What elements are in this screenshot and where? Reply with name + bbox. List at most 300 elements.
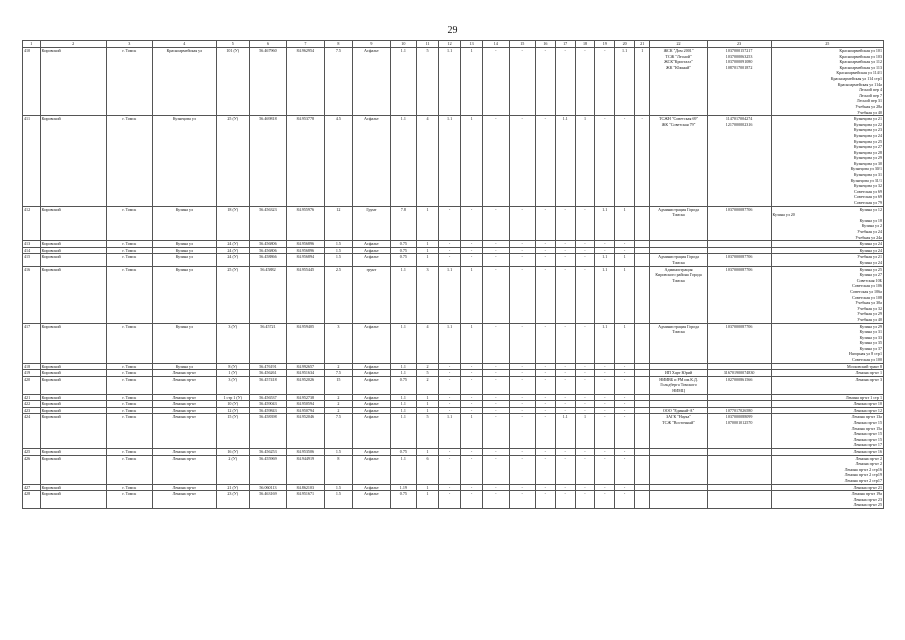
address-cell	[771, 370, 883, 377]
cell-city: г. Томск	[106, 241, 152, 248]
address-cell-line: Кузина ул 24	[859, 241, 882, 247]
address-cell-line: Ленина пр-кт 2 стр16	[844, 466, 882, 472]
table-row	[23, 363, 884, 370]
cell-c17: -	[535, 414, 555, 449]
cell-num: 418	[23, 363, 41, 370]
cell-house: 24 (У)	[216, 241, 249, 248]
column-number: 9	[353, 41, 390, 48]
cell-num: 428	[23, 491, 41, 509]
cell-c21: -	[615, 241, 635, 248]
cell-city: г. Томск	[106, 401, 152, 408]
cell-c18: -	[555, 394, 575, 401]
cell-c13: -	[439, 247, 461, 254]
address-cell-line: Ленина пр-кт 2 стр17	[844, 477, 882, 483]
address-cell-line: Советская ул 69	[854, 194, 882, 200]
cell-c12: 2	[417, 363, 439, 370]
cell-c20: -	[595, 376, 615, 394]
cell-house: 24 (У)	[216, 254, 249, 266]
cell-city: г. Томск	[106, 363, 152, 370]
address-cell-line: Ленина пр-кт 2	[855, 455, 882, 461]
cell-c15: -	[483, 247, 509, 254]
cell-c17: -	[535, 247, 555, 254]
cell-c19: -	[575, 455, 595, 484]
cell-c12: 1	[417, 401, 439, 408]
cell-c15: -	[483, 116, 509, 207]
organization-cell	[650, 394, 707, 401]
organization-cell	[650, 484, 707, 491]
address-cell-line: Ленина пр-кт 25	[853, 502, 882, 508]
cell-c11: 1.19	[390, 484, 416, 491]
cell-c21: -	[615, 414, 635, 449]
cell-c22	[635, 363, 650, 370]
cell-c19: -	[575, 491, 595, 509]
organization-cell-line: ЖК "Южный"	[666, 64, 692, 70]
cell-c17: -	[535, 266, 555, 323]
cell-c14: -	[461, 491, 483, 509]
cell-c20: -	[595, 491, 615, 509]
organization-cell	[650, 206, 707, 241]
cell-area: 8	[324, 455, 353, 484]
address-cell	[771, 116, 883, 207]
address-cell-line: Ленина пр-кт 15	[853, 431, 882, 437]
cell-c18: -	[555, 247, 575, 254]
cell-c20: 1.1	[595, 266, 615, 323]
cell-num: 417	[23, 323, 41, 363]
cell-c14: -	[461, 254, 483, 266]
cell-c17: -	[535, 116, 555, 207]
cell-district: Кировский	[40, 116, 106, 207]
cell-lat: 56.469818	[249, 116, 286, 207]
organization-cell-line: ЗАГК "Наука"	[666, 414, 691, 420]
cell-lon: 84.952738	[287, 394, 324, 401]
cell-surface: Асфальт	[353, 48, 390, 116]
cell-street: Ленина пр-кт	[152, 376, 216, 394]
column-number: 6	[249, 41, 286, 48]
organization-cell	[650, 370, 707, 377]
address-cell-line: Учебная ул 30а	[855, 300, 882, 306]
address-cell-line: Советская ул 79	[854, 200, 882, 206]
cell-district: Кировский	[40, 414, 106, 449]
cell-district: Кировский	[40, 455, 106, 484]
cell-c17: -	[535, 401, 555, 408]
cell-c11: 0.75	[390, 448, 416, 455]
cell-c17: -	[535, 206, 555, 241]
cell-c17: -	[535, 448, 555, 455]
cell-city: г. Томск	[106, 247, 152, 254]
cell-c22	[635, 491, 650, 509]
cell-street: Ленина пр-кт	[152, 401, 216, 408]
cell-c16: -	[509, 241, 535, 248]
address-cell-line: Кузина ул 2	[861, 223, 882, 229]
cell-c12: 1	[417, 254, 439, 266]
cell-lat: 56.456323	[249, 206, 286, 241]
cell-c19: -	[575, 401, 595, 408]
table-body	[23, 48, 884, 509]
cell-c12: 5	[417, 370, 439, 377]
organization-cell-line: ТСЖН "Советская 69"	[658, 116, 699, 122]
cell-surface: Асфальт	[353, 116, 390, 207]
registry-table	[22, 40, 884, 509]
address-cell	[771, 448, 883, 455]
cell-surface: Асфальт	[353, 448, 390, 455]
cell-c13: -	[439, 407, 461, 414]
cell-c11: 0.75	[390, 376, 416, 394]
cell-surface: грунт	[353, 266, 390, 323]
cell-c12: 6	[417, 455, 439, 484]
cell-c19: -	[575, 48, 595, 116]
cell-c12: 4	[417, 116, 439, 207]
cell-lat: 56.458398	[249, 414, 286, 449]
cell-district: Кировский	[40, 484, 106, 491]
cell-district: Кировский	[40, 241, 106, 248]
address-cell-line: Ленина пр-кт 17	[853, 442, 882, 448]
cell-num: 410	[23, 48, 41, 116]
ogrn-cell	[707, 448, 771, 455]
cell-lat: 56.456261	[249, 370, 286, 377]
cell-lat: 56.456806	[249, 241, 286, 248]
organization-cell-line: ЖСК "Дом 2001"	[663, 48, 694, 53]
address-cell-line: Учебная ул 21	[857, 254, 882, 260]
address-cell-line: Московский тракт 8	[847, 363, 882, 369]
cell-area: 1.5	[324, 491, 353, 509]
cell-city: г. Томск	[106, 407, 152, 414]
ogrn-cell	[707, 407, 771, 414]
address-cell-line: Учебная ул 28а	[855, 103, 882, 109]
cell-c17: -	[535, 407, 555, 414]
ogrn-cell	[707, 484, 771, 491]
cell-district: Кировский	[40, 323, 106, 363]
address-cell-line: Советская ул 106а	[850, 288, 882, 294]
cell-c15: -	[483, 414, 509, 449]
cell-c13: -	[439, 455, 461, 484]
address-cell-line: Советская ул 108	[852, 294, 882, 300]
cell-c11: 1.1	[390, 407, 416, 414]
cell-c21: -	[615, 376, 635, 394]
column-number: 13	[461, 41, 483, 48]
cell-c18: -	[555, 455, 575, 484]
organization-cell-line: Администрация	[664, 266, 693, 272]
ogrn-cell	[707, 247, 771, 254]
cell-city: г. Томск	[106, 370, 152, 377]
address-cell-line: Кузина ул 35	[859, 340, 882, 346]
cell-street: Ленина пр-кт	[152, 394, 216, 401]
cell-c12: 1	[417, 394, 439, 401]
cell-surface: Асфальт	[353, 401, 390, 408]
cell-c22	[635, 370, 650, 377]
cell-district: Кировский	[40, 401, 106, 408]
cell-house: 8 (У)	[216, 363, 249, 370]
cell-c14: -	[461, 455, 483, 484]
address-cell-line: Кузнецова ул 28	[853, 149, 882, 155]
address-cell-line: Кузнецова ул 30/1	[850, 166, 882, 172]
address-cell	[771, 491, 883, 509]
ogrn-cell	[707, 491, 771, 509]
cell-district: Кировский	[40, 206, 106, 241]
cell-c12: 1	[417, 407, 439, 414]
cell-c16: -	[509, 116, 535, 207]
cell-lat: 56.456806	[249, 247, 286, 254]
column-number: 16	[535, 41, 555, 48]
address-cell-line: Кузнецова ул 27	[853, 144, 882, 150]
cell-c21: -	[615, 401, 635, 408]
cell-c19: -	[575, 266, 595, 323]
cell-c18: -	[555, 206, 575, 241]
ogrn-cell-line: 1147017004274	[725, 116, 753, 122]
cell-street: Ленина пр-кт	[152, 448, 216, 455]
organization-cell-line: Администрация Города	[658, 323, 700, 329]
cell-house: 10 (У)	[216, 401, 249, 408]
cell-c16: -	[509, 206, 535, 241]
organization-cell-line: ООО "Единый-А"	[662, 407, 695, 413]
cell-district: Кировский	[40, 491, 106, 509]
cell-c19: -	[575, 363, 595, 370]
cell-c15: -	[483, 394, 509, 401]
cell-area: 1.5	[324, 448, 353, 455]
cell-num: 412	[23, 206, 41, 241]
cell-c20: -	[595, 484, 615, 491]
cell-district: Кировский	[40, 247, 106, 254]
cell-c14: -	[461, 401, 483, 408]
organization-cell-line: Томска	[672, 277, 685, 283]
cell-c19: -	[575, 394, 595, 401]
cell-c15: -	[483, 448, 509, 455]
cell-surface: Асфальт	[353, 363, 390, 370]
cell-c22: 1	[635, 48, 650, 116]
cell-c20: -	[595, 414, 615, 449]
column-number-row	[23, 41, 884, 48]
cell-c15: -	[483, 323, 509, 363]
cell-num: 414	[23, 247, 41, 254]
cell-street: Кузина ул	[152, 241, 216, 248]
organization-cell-line: НИМЦ	[672, 388, 685, 394]
cell-surface: Грунт	[353, 206, 390, 241]
cell-area: 2	[324, 407, 353, 414]
cell-c19: 1	[575, 116, 595, 207]
cell-num: 416	[23, 266, 41, 323]
cell-c17: -	[535, 254, 555, 266]
address-cell-line: Ленина пр-кт 13а	[851, 414, 882, 420]
table-row	[23, 323, 884, 363]
cell-c14: -	[461, 484, 483, 491]
ogrn-cell	[707, 116, 771, 207]
cell-c22	[635, 448, 650, 455]
table-row	[23, 448, 884, 455]
cell-lon: 84.992657	[287, 363, 324, 370]
cell-c18: 1.1	[555, 414, 575, 449]
cell-lat: 56.458866	[249, 254, 286, 266]
address-cell	[771, 254, 883, 266]
cell-c13: -	[439, 254, 461, 266]
cell-c16: -	[509, 414, 535, 449]
cell-lon: 84.952046	[287, 414, 324, 449]
column-number: 15	[509, 41, 535, 48]
address-cell	[771, 247, 883, 254]
cell-city: г. Томск	[106, 376, 152, 394]
cell-c11: 0.75	[390, 247, 416, 254]
cell-street: Кузина ул	[152, 254, 216, 266]
cell-num: 419	[23, 370, 41, 377]
cell-city: г. Томск	[106, 491, 152, 509]
address-cell-line: Ленина пр-кт 1	[855, 370, 882, 376]
cell-c15: -	[483, 455, 509, 484]
cell-city: г. Томск	[106, 206, 152, 241]
cell-street: Кузина ул	[152, 266, 216, 323]
ogrn-cell-line: 1037000087706	[725, 254, 753, 260]
cell-c22	[635, 254, 650, 266]
cell-city: г. Томск	[106, 455, 152, 484]
cell-c11: 7.8	[390, 206, 416, 241]
cell-c17: -	[535, 370, 555, 377]
address-cell-line: Нагорная ул 8 стр1	[848, 351, 882, 357]
cell-c22	[635, 206, 650, 241]
address-cell	[771, 484, 883, 491]
cell-c16: -	[509, 491, 535, 509]
address-cell	[771, 363, 883, 370]
cell-c19: -	[575, 448, 595, 455]
cell-city: г. Томск	[106, 116, 152, 207]
cell-c20: 1.1	[595, 254, 615, 266]
cell-c19: 1	[575, 414, 595, 449]
cell-c13: -	[439, 448, 461, 455]
cell-c19: -	[575, 206, 595, 241]
table-row	[23, 401, 884, 408]
cell-city: г. Томск	[106, 254, 152, 266]
cell-c16: -	[509, 401, 535, 408]
cell-c18: -	[555, 266, 575, 323]
ogrn-cell	[707, 376, 771, 394]
ogrn-cell-line: 316701900074830	[723, 370, 755, 376]
cell-c18: 1.1	[555, 116, 575, 207]
cell-num: 425	[23, 448, 41, 455]
column-number: 14	[483, 41, 509, 48]
cell-num: 426	[23, 455, 41, 484]
cell-area: 1.5	[324, 484, 353, 491]
cell-house: 23 (У)	[216, 491, 249, 509]
address-cell-line: Советская 10Б	[856, 277, 882, 283]
address-cell-line: Кузина ул 33	[859, 334, 882, 340]
cell-lon: 84.955976	[287, 206, 324, 241]
cell-c21: -	[615, 363, 635, 370]
address-cell-line: Ленина пр-кт 12	[853, 407, 882, 413]
cell-c20: -	[595, 455, 615, 484]
cell-c15: -	[483, 266, 509, 323]
cell-c18: -	[555, 323, 575, 363]
address-cell-line: Кузина ул 31	[859, 329, 882, 335]
organization-cell-line: Администрация Города	[658, 254, 700, 260]
cell-c14: -	[461, 376, 483, 394]
cell-street: Красноармейская ул	[152, 48, 216, 116]
ogrn-cell	[707, 323, 771, 363]
cell-c18: -	[555, 363, 575, 370]
cell-c19: -	[575, 407, 595, 414]
cell-area: 3	[324, 323, 353, 363]
cell-c16: -	[509, 48, 535, 116]
cell-c11: 1.1	[390, 414, 416, 449]
cell-city: г. Томск	[106, 448, 152, 455]
cell-c16: -	[509, 394, 535, 401]
cell-c15: -	[483, 254, 509, 266]
address-cell-line: Кузина ул 29	[859, 323, 882, 329]
cell-c12: 1	[417, 484, 439, 491]
cell-house: 24 (У)	[216, 247, 249, 254]
cell-c16: -	[509, 376, 535, 394]
address-cell-line: Учебная ул 24	[857, 229, 882, 234]
address-cell-line: Лесной пер 7	[858, 92, 882, 98]
cell-num: 422	[23, 401, 41, 408]
cell-c22	[635, 414, 650, 449]
address-cell-line: Ленина пр-кт 15	[853, 436, 882, 442]
cell-c22	[635, 266, 650, 323]
table-row	[23, 394, 884, 401]
organization-cell-line: ИП Харт Юрий	[664, 370, 693, 376]
ogrn-cell-line: 1037000157217	[725, 48, 753, 53]
cell-c12: 1	[417, 241, 439, 248]
address-cell-line: Кузнецова ул 23	[853, 127, 882, 133]
cell-c12: 5	[417, 414, 439, 449]
ogrn-cell	[707, 48, 771, 116]
ogrn-cell-line: 1037000087706	[725, 266, 753, 272]
cell-area: 2	[324, 363, 353, 370]
cell-area: 7.5	[324, 370, 353, 377]
organization-cell	[650, 116, 707, 207]
cell-c19: -	[575, 241, 595, 248]
ogrn-cell-line: 1037000088099	[725, 414, 753, 420]
cell-c11: 0.75	[390, 491, 416, 509]
cell-lon: 84.953506	[287, 448, 324, 455]
cell-area: 2	[324, 401, 353, 408]
cell-surface: Асфальт	[353, 414, 390, 449]
cell-c20: -	[595, 116, 615, 207]
cell-c15: -	[483, 401, 509, 408]
cell-c13: -	[439, 491, 461, 509]
cell-c13: -	[439, 401, 461, 408]
cell-lat: 56.456537	[249, 394, 286, 401]
cell-lon: 84.951671	[287, 491, 324, 509]
cell-c20: -	[595, 247, 615, 254]
cell-c21: 1	[615, 254, 635, 266]
cell-c13: 1.1	[439, 48, 461, 116]
cell-c11: 1.1	[390, 455, 416, 484]
column-number: 10	[390, 41, 416, 48]
address-cell-line: Ленина пр-кт 2 стр19	[844, 472, 882, 478]
cell-lon: 84.950794	[287, 407, 324, 414]
cell-house: 15 (У)	[216, 414, 249, 449]
address-cell-line: Кузина ул 37	[859, 345, 882, 351]
cell-house: 2 (У)	[216, 455, 249, 484]
cell-c20: -	[595, 370, 615, 377]
cell-district: Кировский	[40, 376, 106, 394]
cell-area: 12	[324, 206, 353, 241]
cell-c21: -	[615, 247, 635, 254]
cell-house: 16 (У)	[216, 448, 249, 455]
address-cell-line: Лесной пер 31	[856, 98, 882, 104]
cell-c12: 1	[417, 247, 439, 254]
cell-lon: 84.956896	[287, 241, 324, 248]
organization-cell	[650, 455, 707, 484]
table-row	[23, 206, 884, 241]
cell-c21: 1	[615, 323, 635, 363]
cell-c14: -	[461, 247, 483, 254]
column-number: 4	[152, 41, 216, 48]
cell-c14: -	[461, 241, 483, 248]
cell-c11: 0.75	[390, 241, 416, 248]
cell-house: 101 (У)	[216, 48, 249, 116]
cell-c16: -	[509, 370, 535, 377]
ogrn-cell	[707, 414, 771, 449]
cell-c21: -	[615, 491, 635, 509]
cell-surface: Асфальт	[353, 491, 390, 509]
cell-c18: -	[555, 491, 575, 509]
